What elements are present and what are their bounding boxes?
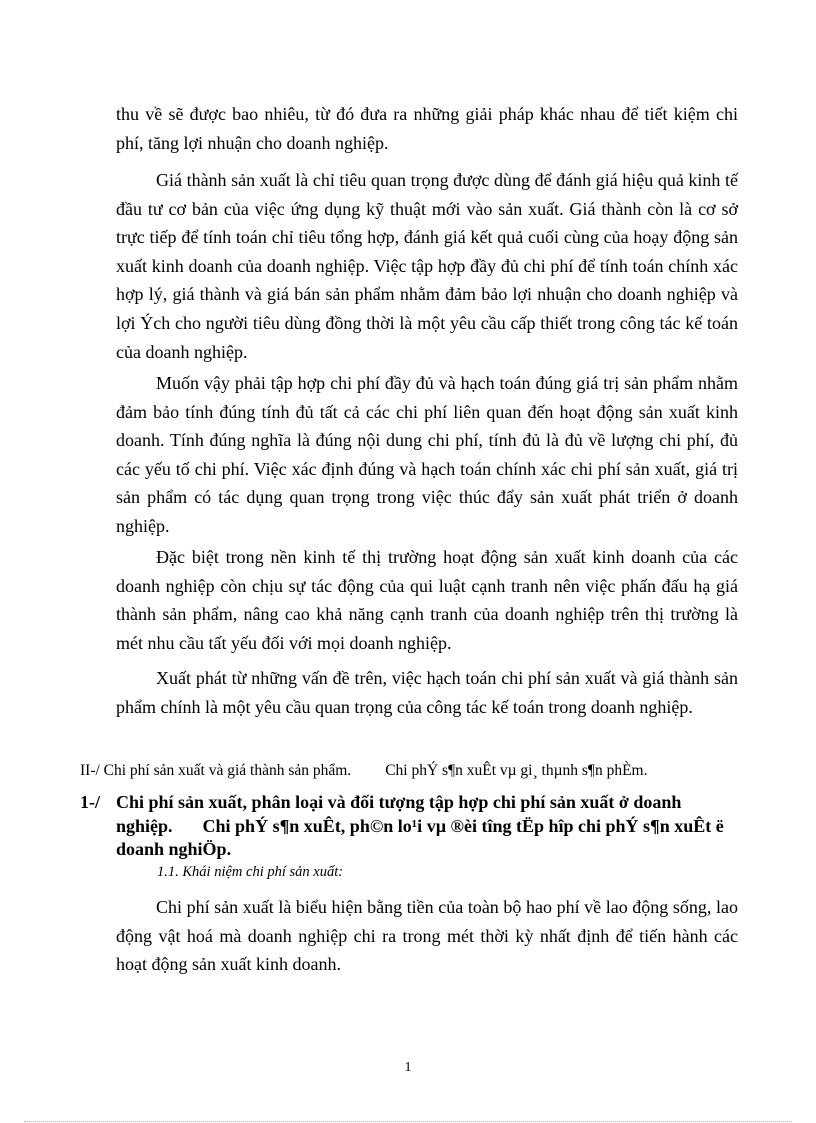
paragraph-definition: Chi phí sản xuất là biểu hiện bằng tiền của toàn bộ hao phí về lao động sống, lao động vật hoá mà doanh nghiệp chi ra trong mét thời kỳ nhất định để tiến hành các hoạt động sản xuất kinh doanh. — [116, 897, 738, 975]
section-heading-1 — [80, 791, 740, 862]
paragraph-conclusion: Xuất phát từ những vấn đề trên, việc hạch toán chi phí sản xuất và giá thành sản phẩm chính là một yêu cầu quan trọng của công tác kế toán trong doanh nghiệp. — [116, 668, 738, 717]
page-bottom-divider — [24, 1121, 792, 1122]
paragraph-full-cost: Muốn vậy phải tập hợp chi phí đầy đủ và hạch toán đúng giá trị sản phẩm nhằm đảm bảo tính đúng tính đủ tất cả các chi phí liên quan đến hoạt động sản xuất kinh doanh. Tính đúng nghĩa là đúng nội dung chi phí, tính đủ là đủ về lượng chi phí, đủ các yếu tố chi phí. Việc xác định đúng và hạch toán chính xác chi phí sản xuất, giá trị sản phẩm có tác dụng quan trọng trong việc thúc đẩy sản xuất phát triển ở doanh nghiệp. — [116, 373, 738, 536]
section-heading-1-text: Chi phí sản xuất, phân loại và đối tượng tập hợp chi phí sản xuất ở doanh nghiệp. — [116, 792, 682, 836]
paragraph-price-importance: Giá thành sản xuất là chỉ tiêu quan trọng được dùng để đánh giá hiệu quả kinh tế đầu tư cơ bản của việc ứng dụng kỹ thuật mới vào sản xuất. Giá thành còn là cơ sở trực tiếp để tính toán chỉ tiêu tổng hợp, đánh giá kết quả cuối cùng của hoạy động sản xuất kinh doanh của doanh nghiệp. Việc tập hợp đầy đủ chi phí để tính toán chính xác hợp lý, giá thành và giá bán sản phẩm nhằm đảm bảo lợi nhuận cho doanh nghiệp và lợi Ých cho người tiêu dùng đồng thời là một yêu cầu cấp thiết trong công tác kế toán của doanh nghiệp. — [116, 170, 738, 362]
subsection-heading-1-1: 1.1. Khái niệm chi phí sản xuất: — [157, 864, 344, 880]
section-heading-ii-text: II-/ Chi phí sản xuất và giá thành sản phẩm. — [80, 762, 352, 779]
page-number: 1 — [404, 1060, 412, 1075]
section-heading-1-number: 1-/ — [80, 792, 100, 812]
section-heading-ii — [80, 762, 647, 780]
paragraph-market-economy: Đặc biệt trong nền kinh tế thị trường hoạt động sản xuất kinh doanh của các doanh nghiệp còn chịu sự tác động của qui luật cạnh tranh nên việc phấn đấu hạ giá thành sản phẩm, nâng cao khả năng cạnh tranh của doanh nghiệp trên thị trường là mét nhu cầu tất yếu đối với mọi doanh nghiệp. — [116, 547, 738, 653]
section-heading-1-garbled: Chi phÝ s¶n xuÊt, ph©n lo¹i vµ ®èi tîng tËp hîp chi phÝ s¶n xuÊt ë doanh nghiÖp. — [116, 815, 724, 859]
paragraph-continuation: thu về sẽ được bao nhiêu, từ đó đưa ra những giải pháp khác nhau để tiết kiệm chi phí, tăng lợi nhuận cho doanh nghiệp. — [116, 104, 738, 153]
section-heading-ii-garbled: Chi phÝ s¶n xuÊt vµ gi¸ thµnh s¶n phÈm. — [385, 762, 648, 779]
